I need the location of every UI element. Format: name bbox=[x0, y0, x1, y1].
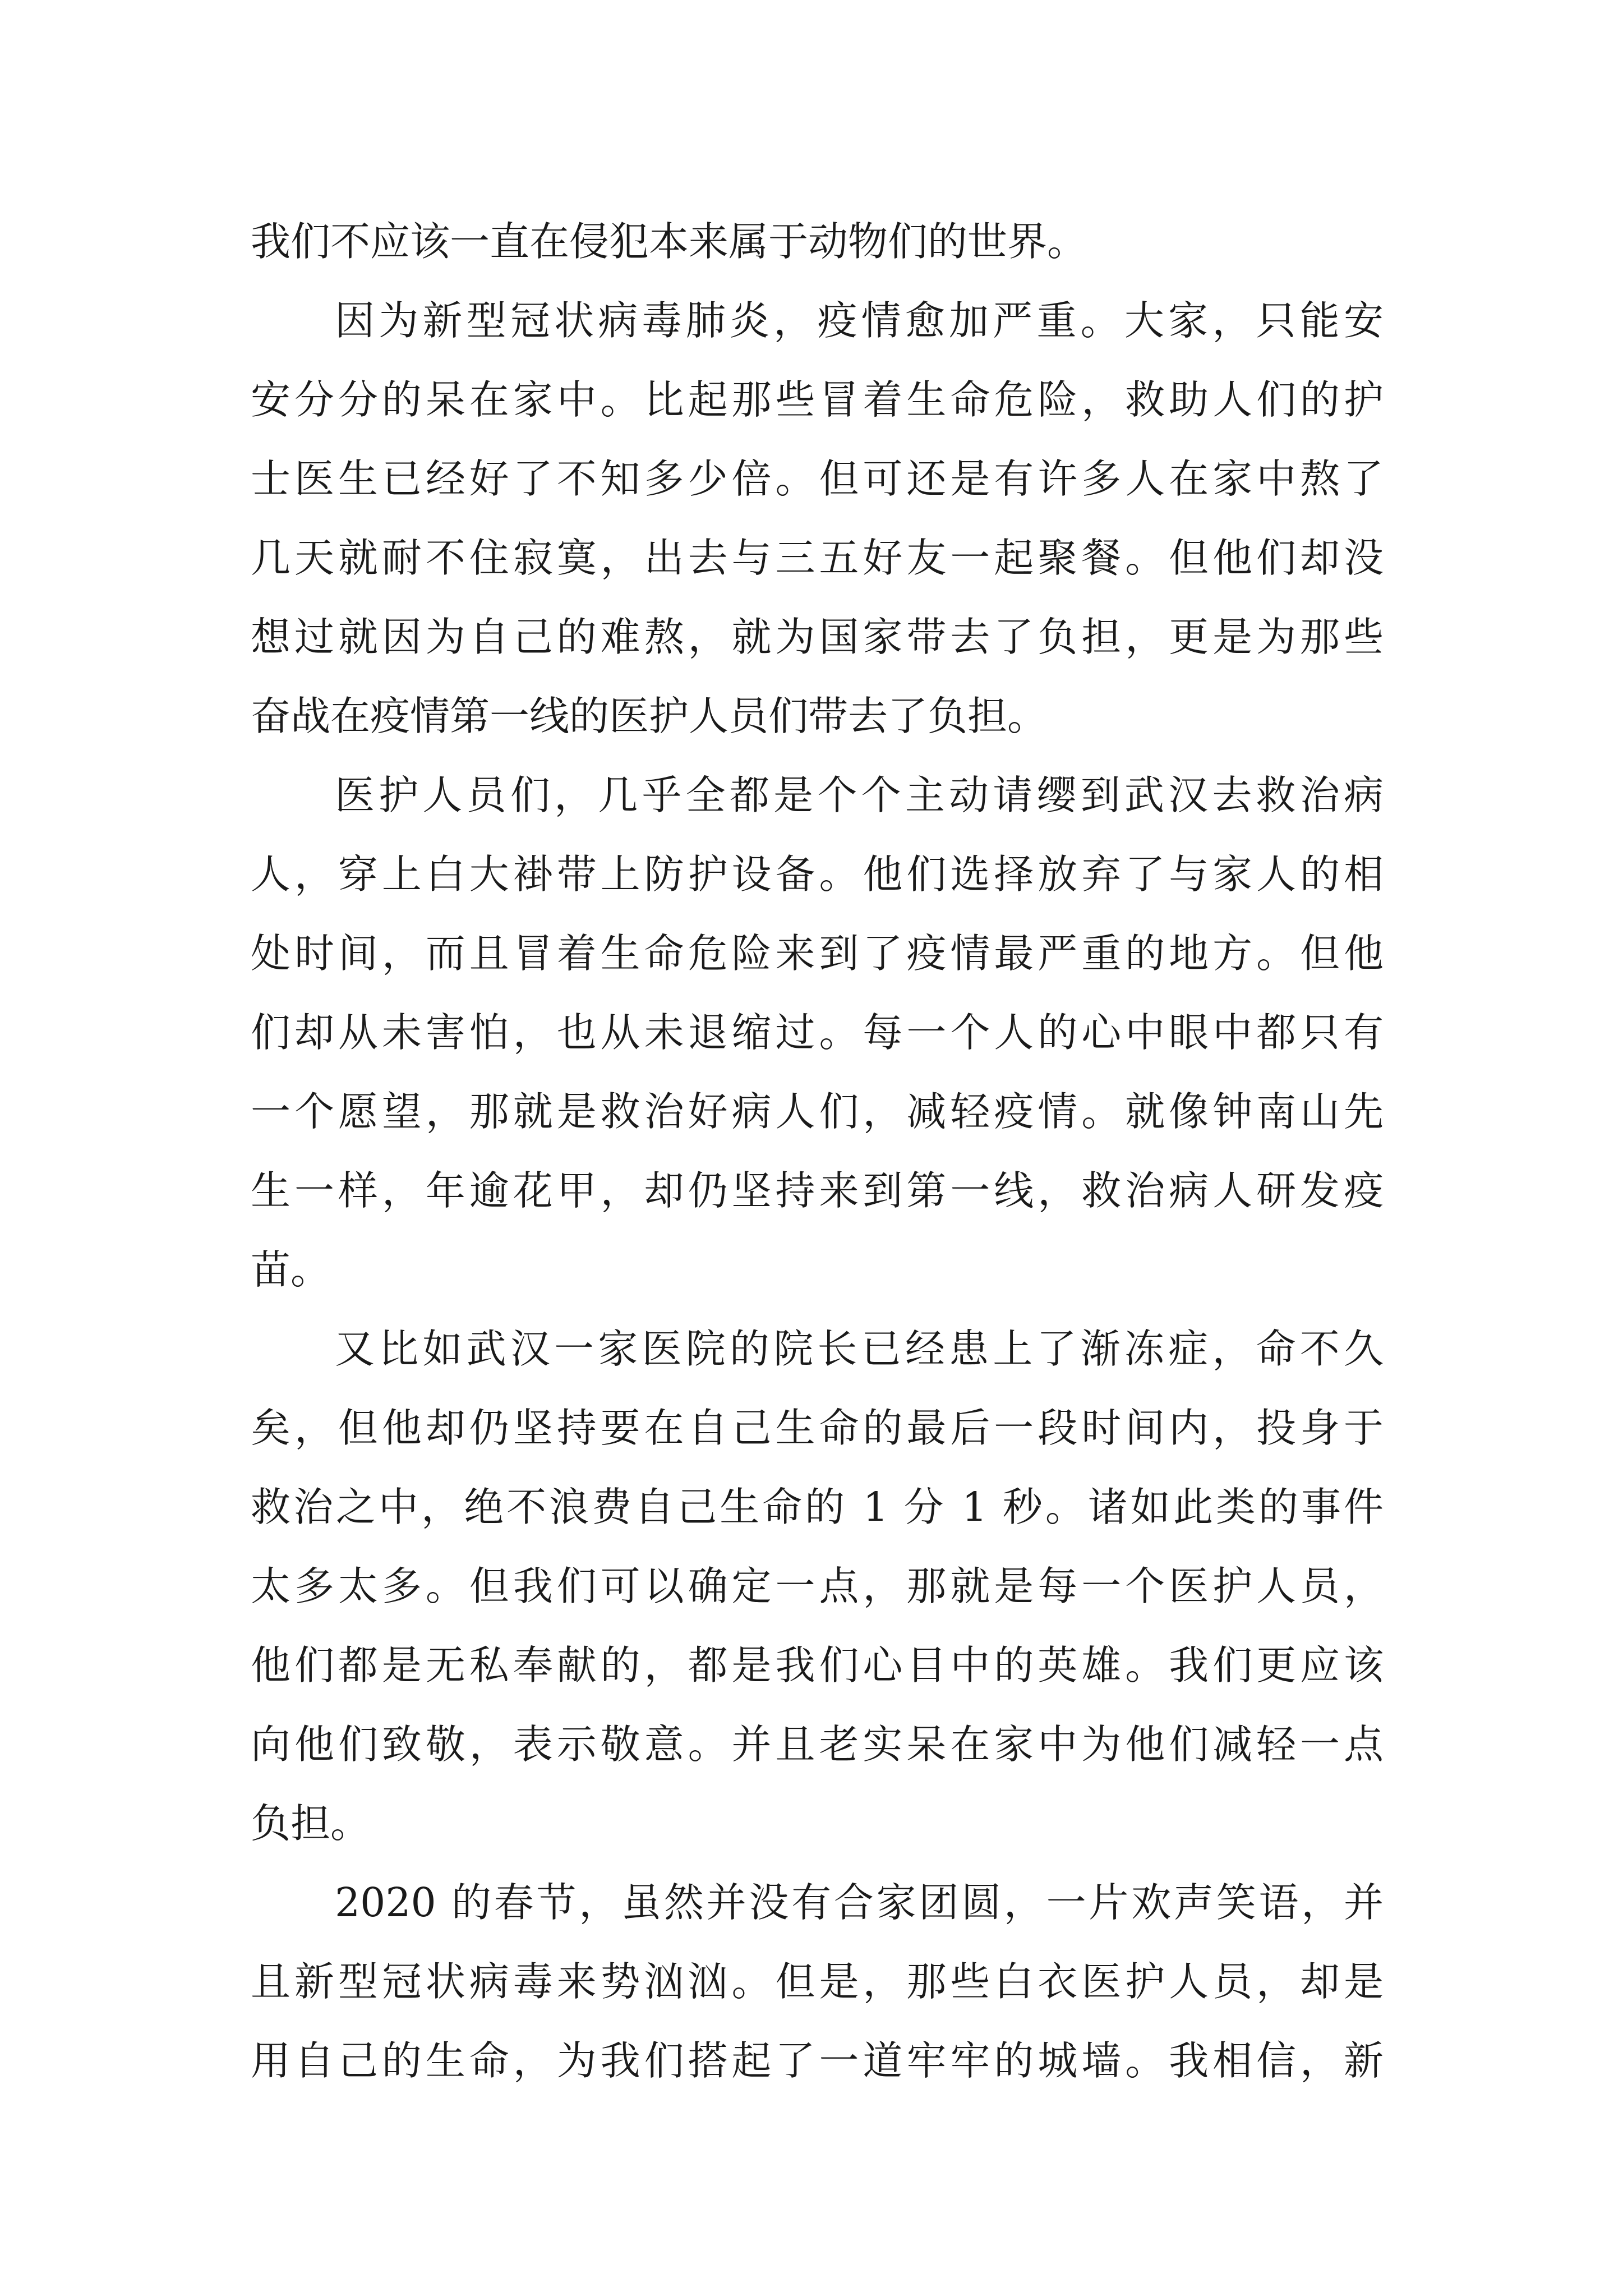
paragraph-first-line: 医护人员们，几乎全都是个个主动请缨到武汉去救治病 bbox=[335, 772, 1384, 818]
text-line: 我们不应该一直在侵犯本来属于动物们的世界。 bbox=[251, 218, 1087, 265]
text-line: 一个愿望，那就是救治好病人们，减轻疫情。就像钟南山先 bbox=[251, 1088, 1384, 1135]
text-line: 想过就因为自己的难熬，就为国家带去了负担，更是为那些 bbox=[251, 614, 1384, 660]
text-line: 救治之中，绝不浪费自己生命的 1 分 1 秒。诸如此类的事件 bbox=[251, 1484, 1384, 1530]
paragraph-first-line: 又比如武汉一家医院的院长已经患上了渐冻症，命不久 bbox=[335, 1326, 1384, 1372]
text-line: 他们都是无私奉献的，都是我们心目中的英雄。我们更应该 bbox=[251, 1642, 1384, 1688]
text-line: 安分分的呆在家中。比起那些冒着生命危险，救助人们的护 bbox=[251, 376, 1384, 423]
text-line: 用自己的生命，为我们搭起了一道牢牢的城墙。我相信，新 bbox=[251, 2037, 1384, 2084]
text-line: 人，穿上白大褂带上防护设备。他们选择放弃了与家人的相 bbox=[251, 851, 1384, 898]
text-line: 奋战在疫情第一线的医护人员们带去了负担。 bbox=[251, 693, 1048, 739]
text-line: 负担。 bbox=[251, 1800, 371, 1847]
paragraph-first-line: 2020 的春节，虽然并没有合家团圆，一片欢声笑语，并 bbox=[335, 1879, 1384, 1926]
text-line: 矣，但他却仍坚持要在自己生命的最后一段时间内，投身于 bbox=[251, 1405, 1384, 1451]
text-line: 苗。 bbox=[251, 1246, 331, 1293]
text-line: 且新型冠状病毒来势汹汹。但是，那些白衣医护人员，却是 bbox=[251, 1958, 1384, 2005]
paragraph-first-line: 因为新型冠状病毒肺炎，疫情愈加严重。大家，只能安 bbox=[335, 297, 1384, 344]
text-line: 几天就耐不住寂寞，出去与三五好友一起聚餐。但他们却没 bbox=[251, 535, 1384, 581]
text-line: 向他们致敬，表示敬意。并且老实呆在家中为他们减轻一点 bbox=[251, 1721, 1384, 1768]
text-line: 生一样，年逾花甲，却仍坚持来到第一线，救治病人研发疫 bbox=[251, 1167, 1384, 1214]
text-line: 处时间，而且冒着生命危险来到了疫情最严重的地方。但他 bbox=[251, 930, 1384, 977]
text-line: 士医生已经好了不知多少倍。但可还是有许多人在家中熬了 bbox=[251, 455, 1384, 502]
text-line: 们却从未害怕，也从未退缩过。每一个人的心中眼中都只有 bbox=[251, 1009, 1384, 1056]
text-line: 太多太多。但我们可以确定一点，那就是每一个医护人员， bbox=[251, 1563, 1384, 1609]
